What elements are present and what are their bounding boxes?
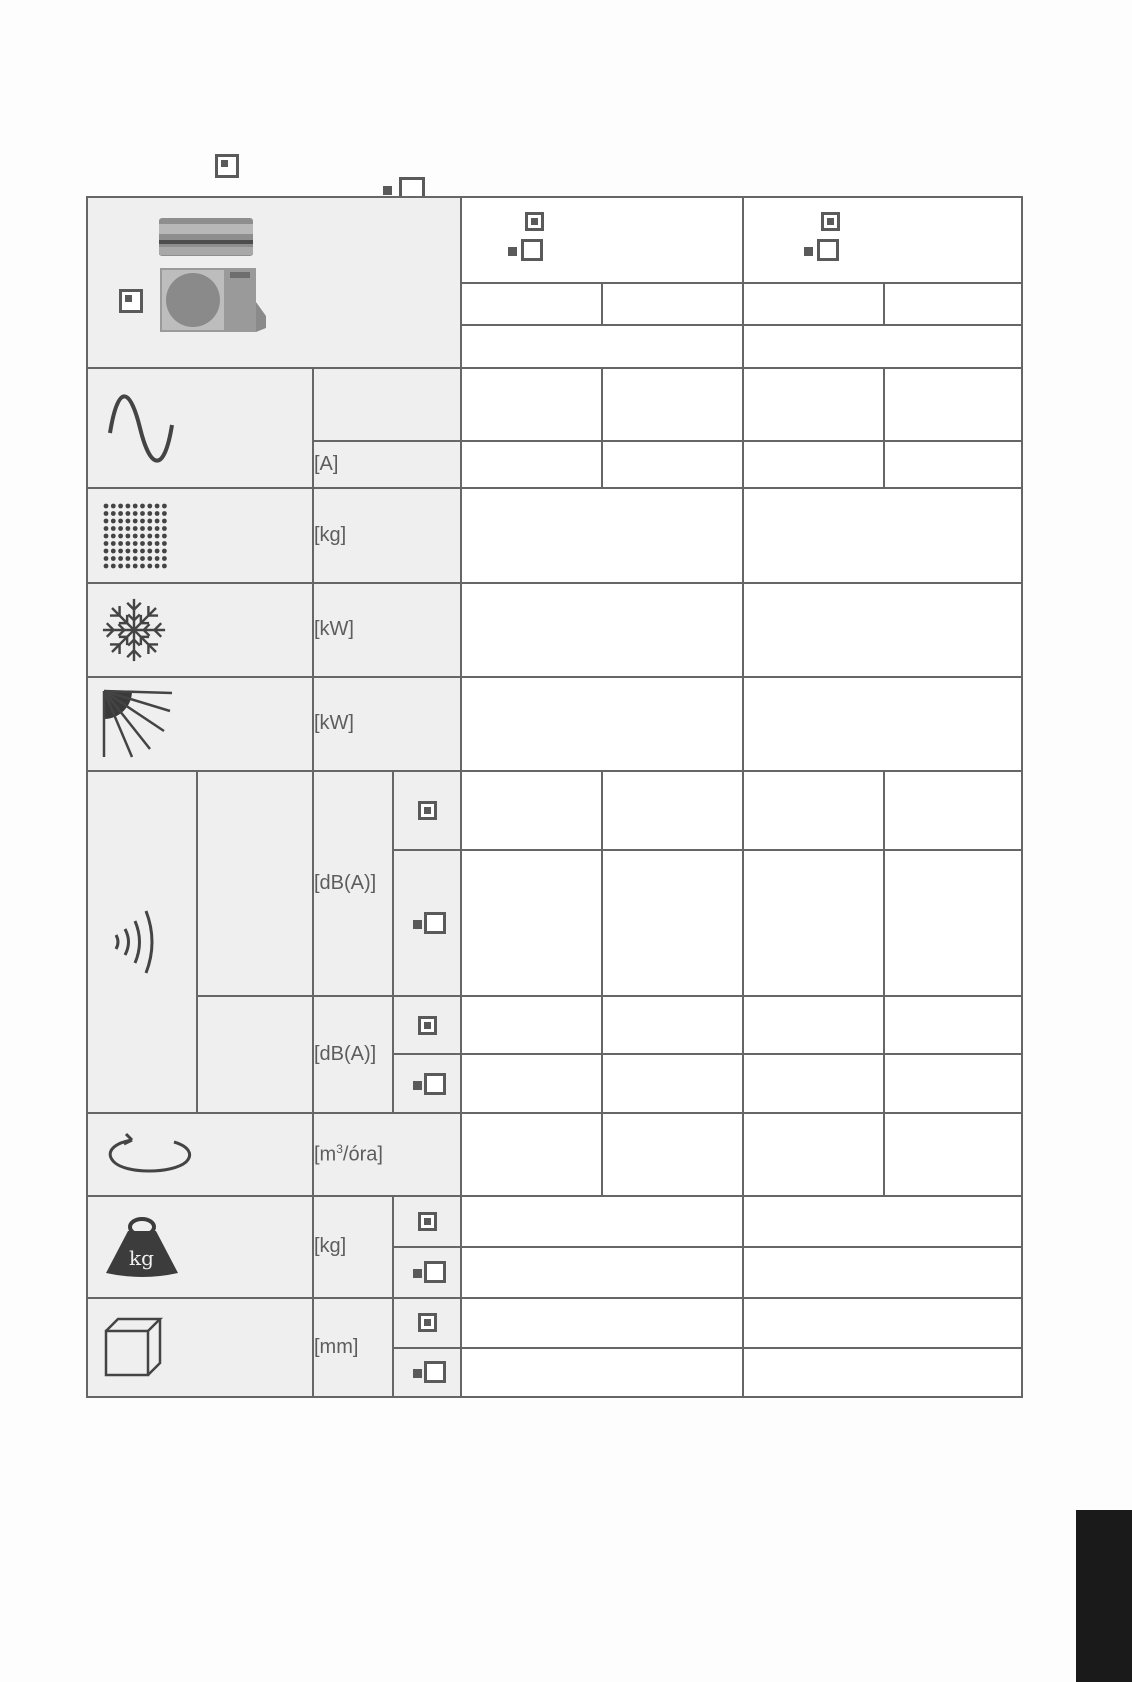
indoor-unit-symbol-icon bbox=[418, 801, 437, 820]
indoor-unit-symbol-icon bbox=[418, 1212, 437, 1231]
cell bbox=[743, 1247, 1022, 1298]
airflow-unit bbox=[313, 1113, 461, 1195]
cell bbox=[461, 368, 602, 441]
cube-dimensions-icon bbox=[104, 1317, 164, 1377]
sound-row-label bbox=[87, 771, 197, 1114]
outdoor-symbol-cell bbox=[393, 850, 461, 996]
model-b-header bbox=[743, 197, 1022, 283]
refrigerant-dots-icon bbox=[102, 502, 168, 570]
cell bbox=[461, 771, 602, 850]
cell bbox=[743, 996, 884, 1054]
sound-unit-a: [dB(A)] bbox=[313, 771, 393, 996]
cell bbox=[602, 1054, 743, 1113]
cell bbox=[743, 771, 884, 850]
cell bbox=[461, 1247, 743, 1298]
cell bbox=[884, 850, 1022, 996]
outdoor-unit-symbol-icon bbox=[804, 239, 840, 261]
cell bbox=[743, 1348, 1022, 1397]
cell bbox=[461, 1054, 602, 1113]
sound-pressure-label bbox=[197, 771, 313, 996]
refrigerant-unit: [kg] bbox=[313, 488, 461, 582]
outdoor-symbol-cell bbox=[393, 1348, 461, 1397]
snowflake-cooling-icon bbox=[100, 595, 168, 665]
weight-kg-icon bbox=[104, 1215, 180, 1279]
power-row-label bbox=[87, 368, 313, 488]
sound-unit-b: [dB(A)] bbox=[313, 996, 393, 1113]
cell bbox=[884, 441, 1022, 488]
cell bbox=[461, 1348, 743, 1397]
outdoor-unit-symbol-icon bbox=[508, 239, 544, 261]
cell bbox=[461, 1196, 743, 1247]
cell bbox=[461, 850, 602, 996]
cell bbox=[743, 850, 884, 996]
outdoor-unit-symbol-icon bbox=[413, 1361, 441, 1383]
indoor-symbol-cell bbox=[393, 1298, 461, 1348]
cell bbox=[602, 771, 743, 850]
sound-waves-icon bbox=[110, 907, 162, 977]
cell bbox=[743, 677, 1022, 771]
cell bbox=[461, 488, 743, 582]
model-b-mode-2 bbox=[884, 283, 1022, 325]
indoor-symbol-cell bbox=[393, 996, 461, 1054]
indoor-unit-symbol-icon bbox=[418, 1313, 437, 1332]
cell bbox=[461, 996, 602, 1054]
cell bbox=[884, 996, 1022, 1054]
indoor-unit-symbol-icon bbox=[821, 212, 840, 231]
cell bbox=[884, 1113, 1022, 1195]
cell bbox=[743, 1298, 1022, 1348]
cooling-unit: [kW] bbox=[313, 583, 461, 677]
outdoor-symbol-cell bbox=[393, 1054, 461, 1113]
sine-wave-power-icon bbox=[106, 393, 176, 463]
airflow-unit-suffix: /óra] bbox=[342, 1143, 383, 1166]
model-a-mode-1 bbox=[461, 283, 602, 325]
heating-row-label bbox=[87, 677, 313, 771]
cell bbox=[602, 1113, 743, 1195]
cell bbox=[743, 1113, 884, 1195]
outdoor-unit-symbol-icon bbox=[413, 1073, 441, 1095]
cell bbox=[461, 1113, 602, 1195]
outdoor-unit-symbol-icon bbox=[413, 1261, 441, 1283]
indoor-unit-symbol-icon bbox=[418, 1016, 437, 1035]
cell bbox=[743, 583, 1022, 677]
cell bbox=[602, 441, 743, 488]
cell bbox=[461, 441, 602, 488]
model-a-mode-2 bbox=[602, 283, 743, 325]
indoor-unit-symbol-icon bbox=[215, 154, 239, 178]
model-b-subheader bbox=[743, 325, 1022, 368]
cell bbox=[743, 441, 884, 488]
indoor-unit-illustration-icon bbox=[158, 216, 254, 258]
cell bbox=[602, 368, 743, 441]
indoor-symbol-cell bbox=[393, 771, 461, 850]
cell bbox=[743, 1054, 884, 1113]
cell bbox=[884, 368, 1022, 441]
weight-unit: [kg] bbox=[313, 1196, 393, 1298]
airflow-rotation-icon bbox=[102, 1130, 194, 1180]
weight-row-label bbox=[87, 1196, 313, 1298]
outdoor-unit-symbol-icon bbox=[413, 912, 441, 934]
cell bbox=[461, 583, 743, 677]
airflow-row-label bbox=[87, 1113, 313, 1195]
weight-kg-label: kg bbox=[129, 1245, 154, 1270]
airflow-unit-sup: 3 bbox=[336, 1142, 343, 1157]
airflow-unit-prefix: [m bbox=[314, 1143, 337, 1166]
cooling-row-label bbox=[87, 583, 313, 677]
page-edge-tab bbox=[1076, 1510, 1132, 1682]
model-b-mode-1 bbox=[743, 283, 884, 325]
current-unit: [A] bbox=[313, 441, 461, 488]
cell bbox=[743, 368, 884, 441]
cell bbox=[743, 1196, 1022, 1247]
specification-table bbox=[86, 196, 1023, 1398]
indoor-unit-symbol-icon bbox=[119, 289, 143, 313]
cell bbox=[743, 488, 1022, 582]
indoor-symbol-cell bbox=[393, 1196, 461, 1247]
units-header-cell bbox=[87, 197, 461, 368]
outdoor-symbol-cell bbox=[393, 1247, 461, 1298]
outdoor-unit-illustration-icon bbox=[160, 266, 266, 334]
indoor-unit-symbol-icon bbox=[525, 212, 544, 231]
heating-unit: [kW] bbox=[313, 677, 461, 771]
model-a-header bbox=[461, 197, 743, 283]
cell bbox=[602, 850, 743, 996]
dimensions-row-label bbox=[87, 1298, 313, 1397]
cell bbox=[602, 996, 743, 1054]
model-a-subheader bbox=[461, 325, 743, 368]
sound-power-label bbox=[197, 996, 313, 1113]
sun-heating-icon bbox=[102, 689, 174, 759]
cell bbox=[884, 1054, 1022, 1113]
power-unit bbox=[313, 368, 461, 441]
refrigerant-row-label bbox=[87, 488, 313, 582]
cell bbox=[884, 771, 1022, 850]
cell bbox=[461, 677, 743, 771]
dimensions-unit: [mm] bbox=[313, 1298, 393, 1397]
cell bbox=[461, 1298, 743, 1348]
